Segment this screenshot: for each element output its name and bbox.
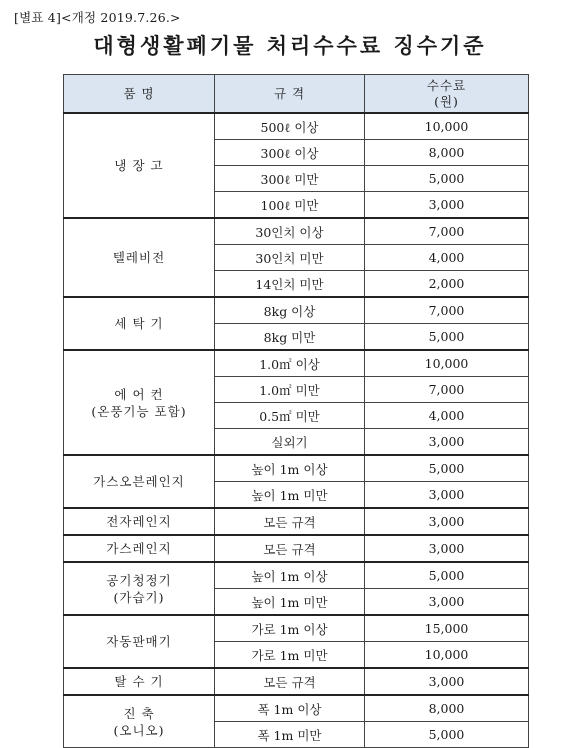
item-name-cell	[64, 350, 215, 455]
fee-cell: 3,000	[365, 589, 529, 616]
fee-cell: 3,000	[365, 482, 529, 509]
item-name: 에 어 컨	[114, 386, 164, 402]
item-name: 전자레인지	[106, 514, 172, 529]
item-name-cell	[64, 668, 215, 695]
spec-cell: 모든 규격	[215, 668, 365, 695]
table-row	[64, 113, 529, 140]
document-title: 대형생활폐기물 처리수수료 징수기준	[93, 33, 487, 58]
item-name-cell	[64, 297, 215, 350]
spec-cell: 높이 1m 이상	[215, 562, 365, 589]
fee-cell: 5,000	[365, 562, 529, 589]
spec-cell: 가로 1m 이상	[215, 615, 365, 642]
fee-cell: 7,000	[365, 297, 529, 324]
table-row	[64, 297, 529, 324]
fee-table	[63, 74, 529, 748]
column-header-fee	[365, 75, 529, 114]
spec-cell: 30인치 이상	[215, 218, 365, 245]
spec-cell: 폭 1m 미만	[215, 722, 365, 748]
item-name: 냉 장 고	[114, 158, 164, 173]
fee-cell: 4,000	[365, 403, 529, 429]
column-header-fee-label: 수수료	[426, 77, 467, 93]
table-row	[64, 350, 529, 377]
fee-cell: 8,000	[365, 140, 529, 166]
fee-table-header	[64, 75, 529, 114]
fee-cell: 8,000	[365, 695, 529, 722]
table-row	[64, 535, 529, 562]
fee-cell: 4,000	[365, 245, 529, 271]
fee-cell: 10,000	[365, 113, 529, 140]
item-name-cell	[64, 562, 215, 615]
spec-cell: 8kg 이상	[215, 297, 365, 324]
item-name: 텔레비전	[112, 250, 166, 265]
fee-cell: 5,000	[365, 166, 529, 192]
item-name-note: (온풍기능 포함)	[91, 403, 187, 419]
table-row	[64, 615, 529, 642]
spec-cell: 300ℓ 미만	[215, 166, 365, 192]
item-name-cell	[64, 695, 215, 748]
spec-cell: 1.0㎡ 이상	[215, 350, 365, 377]
fee-cell: 3,000	[365, 668, 529, 695]
item-name-cell	[64, 113, 215, 218]
spec-cell: 모든 규격	[215, 535, 365, 562]
item-name: 탈 수 기	[114, 674, 164, 689]
spec-cell: 높이 1m 이상	[215, 455, 365, 482]
item-name-cell	[64, 535, 215, 562]
item-name: 세 탁 기	[114, 316, 164, 331]
fee-cell: 5,000	[365, 722, 529, 748]
table-row	[64, 218, 529, 245]
spec-cell: 300ℓ 이상	[215, 140, 365, 166]
spec-cell: 높이 1m 미만	[215, 482, 365, 509]
item-name: 진 축	[123, 705, 155, 721]
fee-cell: 2,000	[365, 271, 529, 298]
table-row	[64, 668, 529, 695]
spec-cell: 1.0㎡ 미만	[215, 377, 365, 403]
spec-cell: 14인치 미만	[215, 271, 365, 298]
item-name-note: (가습기)	[113, 589, 165, 605]
fee-cell: 3,000	[365, 192, 529, 219]
fee-cell: 7,000	[365, 218, 529, 245]
item-name-note: (오니오)	[113, 722, 165, 738]
spec-cell: 500ℓ 이상	[215, 113, 365, 140]
spec-cell: 가로 1m 미만	[215, 642, 365, 669]
table-row	[64, 455, 529, 482]
fee-cell: 10,000	[365, 642, 529, 669]
spec-cell: 30인치 미만	[215, 245, 365, 271]
item-name: 가스레인지	[106, 541, 172, 556]
spec-cell: 0.5㎡ 미만	[215, 403, 365, 429]
spec-cell: 모든 규격	[215, 508, 365, 535]
column-header-spec: 규 격	[215, 75, 365, 114]
item-name-cell	[64, 615, 215, 668]
fee-cell: 5,000	[365, 324, 529, 351]
annex-header-note: [별표 4]<개정 2019.7.26.>	[14, 10, 181, 25]
fee-cell: 15,000	[365, 615, 529, 642]
fee-cell: 3,000	[365, 535, 529, 562]
fee-cell: 5,000	[365, 455, 529, 482]
fee-cell: 3,000	[365, 508, 529, 535]
spec-cell: 높이 1m 미만	[215, 589, 365, 616]
fee-cell: 7,000	[365, 377, 529, 403]
fee-cell: 3,000	[365, 429, 529, 456]
fee-table-body	[64, 113, 529, 748]
item-name-cell	[64, 455, 215, 508]
item-name-cell	[64, 508, 215, 535]
item-name-cell	[64, 218, 215, 297]
header-row	[64, 75, 529, 114]
fee-cell: 10,000	[365, 350, 529, 377]
table-row	[64, 562, 529, 589]
spec-cell: 실외기	[215, 429, 365, 456]
table-row	[64, 508, 529, 535]
spec-cell: 폭 1m 이상	[215, 695, 365, 722]
item-name: 가스오븐레인지	[93, 474, 185, 489]
spec-cell: 100ℓ 미만	[215, 192, 365, 219]
column-header-fee-unit: (원)	[434, 93, 459, 109]
spec-cell: 8kg 미만	[215, 324, 365, 351]
table-row	[64, 695, 529, 722]
column-header-item: 품 명	[64, 75, 215, 114]
item-name: 자동판매기	[106, 634, 172, 649]
item-name: 공기청정기	[106, 572, 172, 588]
